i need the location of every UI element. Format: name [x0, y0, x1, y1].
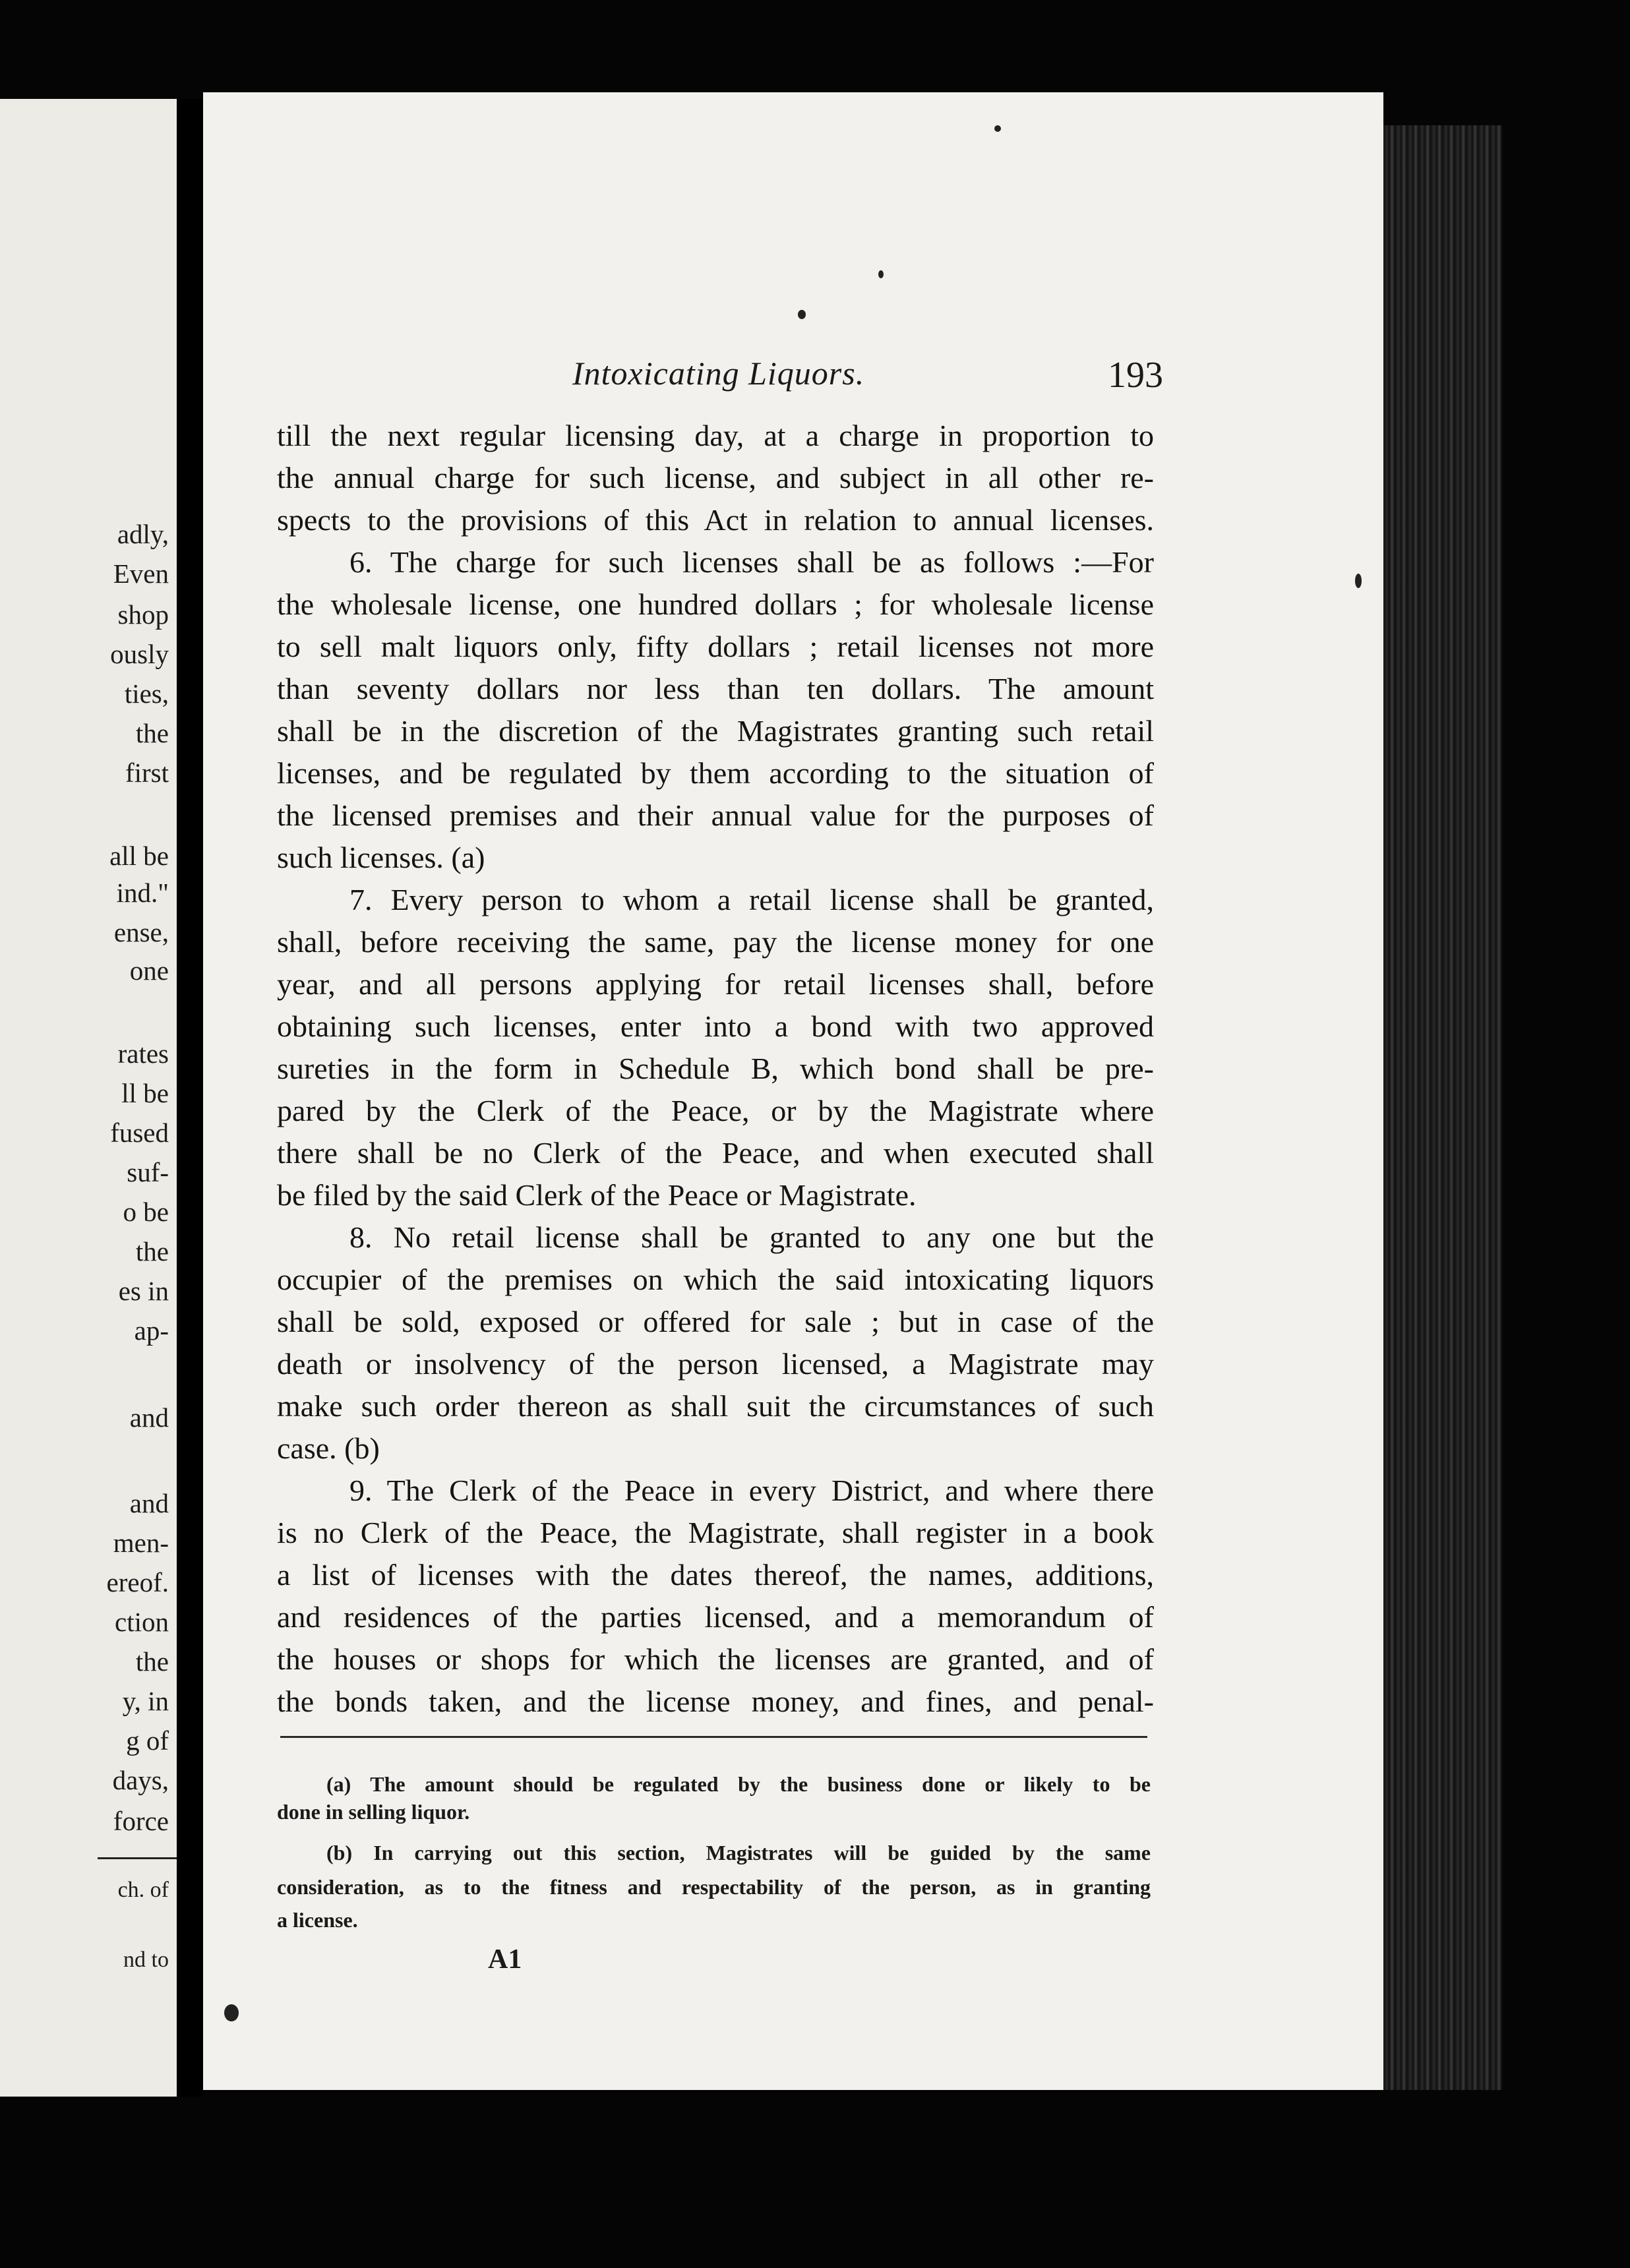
left-fragment: ction [115, 1607, 169, 1637]
footnote-line: done in selling liquor. [277, 1800, 470, 1824]
left-fragment: g of [126, 1725, 169, 1756]
body-line: a list of licenses with the dates thereof, the names, additions, [277, 1558, 1154, 1592]
body-line: the licensed premises and their annual value for the purposes of [277, 798, 1154, 832]
body-line: the wholesale license, one hundred dollars ; for wholesale license [277, 587, 1154, 621]
body-line: spects to the provisions of this Act in relation to annual licenses. [277, 503, 1154, 537]
body-line: and residences of the parties licensed, and a memorandum of [277, 1600, 1154, 1634]
body-line: case. (b) [277, 1431, 380, 1465]
scan-speck [224, 2004, 239, 2021]
left-footnote-rule [98, 1857, 177, 1859]
scan-speck [798, 310, 806, 319]
body-line: 8. No retail license shall be granted to any one but the [349, 1220, 1154, 1254]
left-fragment: ously [110, 639, 169, 669]
left-fragment: and [129, 1402, 169, 1433]
scan-speck [1355, 574, 1362, 588]
footnote-line: consideration, as to the fitness and respectability of the person, as in granting [277, 1875, 1151, 1899]
left-fragment: ense, [113, 917, 169, 947]
scan-speck [878, 270, 884, 278]
left-fragment: ties, [124, 678, 169, 709]
footnote-line: (a) The amount should be regulated by the business done or likely to be [326, 1772, 1151, 1796]
body-line: obtaining such licenses, enter into a bond with two approved [277, 1009, 1154, 1043]
footnote-rule [280, 1736, 1147, 1738]
left-fragment: es in [118, 1276, 169, 1306]
signature-mark: A1 [488, 1944, 522, 1975]
left-fragment: first [125, 758, 169, 788]
left-fragment: force [113, 1806, 169, 1836]
body-line: 6. The charge for such licenses shall be as follows :—For [349, 545, 1154, 579]
left-fragment: adly, [117, 519, 169, 549]
left-fragment: nd to [123, 1948, 169, 1972]
body-line: the annual charge for such license, and subject in all other re- [277, 461, 1154, 494]
body-line: to sell malt liquors only, fifty dollars ; retail licenses not more [277, 630, 1154, 663]
body-line: shall, before receiving the same, pay the license money for one [277, 925, 1154, 959]
body-line: 7. Every person to whom a retail license shall be granted, [349, 883, 1154, 916]
left-fragment: rates [117, 1038, 169, 1069]
left-fragment: and [129, 1488, 169, 1518]
body-line: licenses, and be regulated by them according to the situation of [277, 756, 1154, 790]
body-line: pared by the Clerk of the Peace, or by the Magistrate where [277, 1094, 1154, 1127]
book-gutter [177, 99, 203, 2097]
body-line: make such order thereon as shall suit the circumstances of such [277, 1389, 1154, 1423]
body-line: 9. The Clerk of the Peace in every District, and where there [349, 1474, 1154, 1507]
left-fragment: all be [109, 841, 169, 871]
footnote-line: a license. [277, 1908, 358, 1932]
left-fragment: fused [110, 1118, 169, 1148]
left-fragment: o be [123, 1197, 169, 1227]
left-fragment: ch. of [117, 1878, 169, 1902]
left-fragment: suf- [127, 1157, 169, 1187]
body-line: is no Clerk of the Peace, the Magistrate, shall register in a book [277, 1516, 1154, 1549]
left-fragment: ereof. [106, 1567, 169, 1597]
scan-speck [994, 125, 1001, 132]
previous-page-fragment [0, 99, 177, 2097]
body-line: be filed by the said Clerk of the Peace or Magistrate. [277, 1178, 917, 1212]
page-stack-edge [1383, 125, 1502, 2090]
running-head: Intoxicating Liquors. [572, 355, 865, 392]
body-line: such licenses. (a) [277, 841, 485, 874]
left-fragment: the [135, 1646, 169, 1677]
left-fragment: men- [113, 1528, 169, 1558]
footnote-line: (b) In carrying out this section, Magistrates will be guided by the same [326, 1841, 1151, 1865]
left-fragment: y, in [122, 1686, 169, 1716]
body-line: occupier of the premises on which the said intoxicating liquors [277, 1263, 1154, 1296]
body-line: than seventy dollars nor less than ten dollars. The amount [277, 672, 1154, 705]
left-fragment: ll be [121, 1078, 169, 1108]
body-line: there shall be no Clerk of the Peace, and when executed shall [277, 1136, 1154, 1170]
left-fragment: ap- [134, 1315, 169, 1346]
body-line: sureties in the form in Schedule B, which bond shall be pre- [277, 1052, 1154, 1085]
body-line: death or insolvency of the person licensed, a Magistrate may [277, 1347, 1154, 1381]
body-line: year, and all persons applying for retail licenses shall, before [277, 967, 1154, 1001]
left-fragment: ind." [116, 878, 169, 908]
left-fragment: Even [113, 558, 169, 589]
body-line: till the next regular licensing day, at a charge in proportion to [277, 419, 1154, 452]
body-line: shall be in the discretion of the Magistrates granting such retail [277, 714, 1154, 748]
body-line: shall be sold, exposed or offered for sale ; but in case of the [277, 1305, 1154, 1338]
left-fragment: one [129, 955, 169, 986]
left-fragment: shop [117, 599, 169, 630]
body-line: the bonds taken, and the license money, and fines, and penal- [277, 1685, 1154, 1718]
left-fragment: the [135, 718, 169, 748]
left-fragment: the [135, 1236, 169, 1267]
page-number: 193 [1108, 355, 1163, 396]
left-fragment: days, [112, 1765, 169, 1795]
body-line: the houses or shops for which the licenses are granted, and of [277, 1642, 1154, 1676]
